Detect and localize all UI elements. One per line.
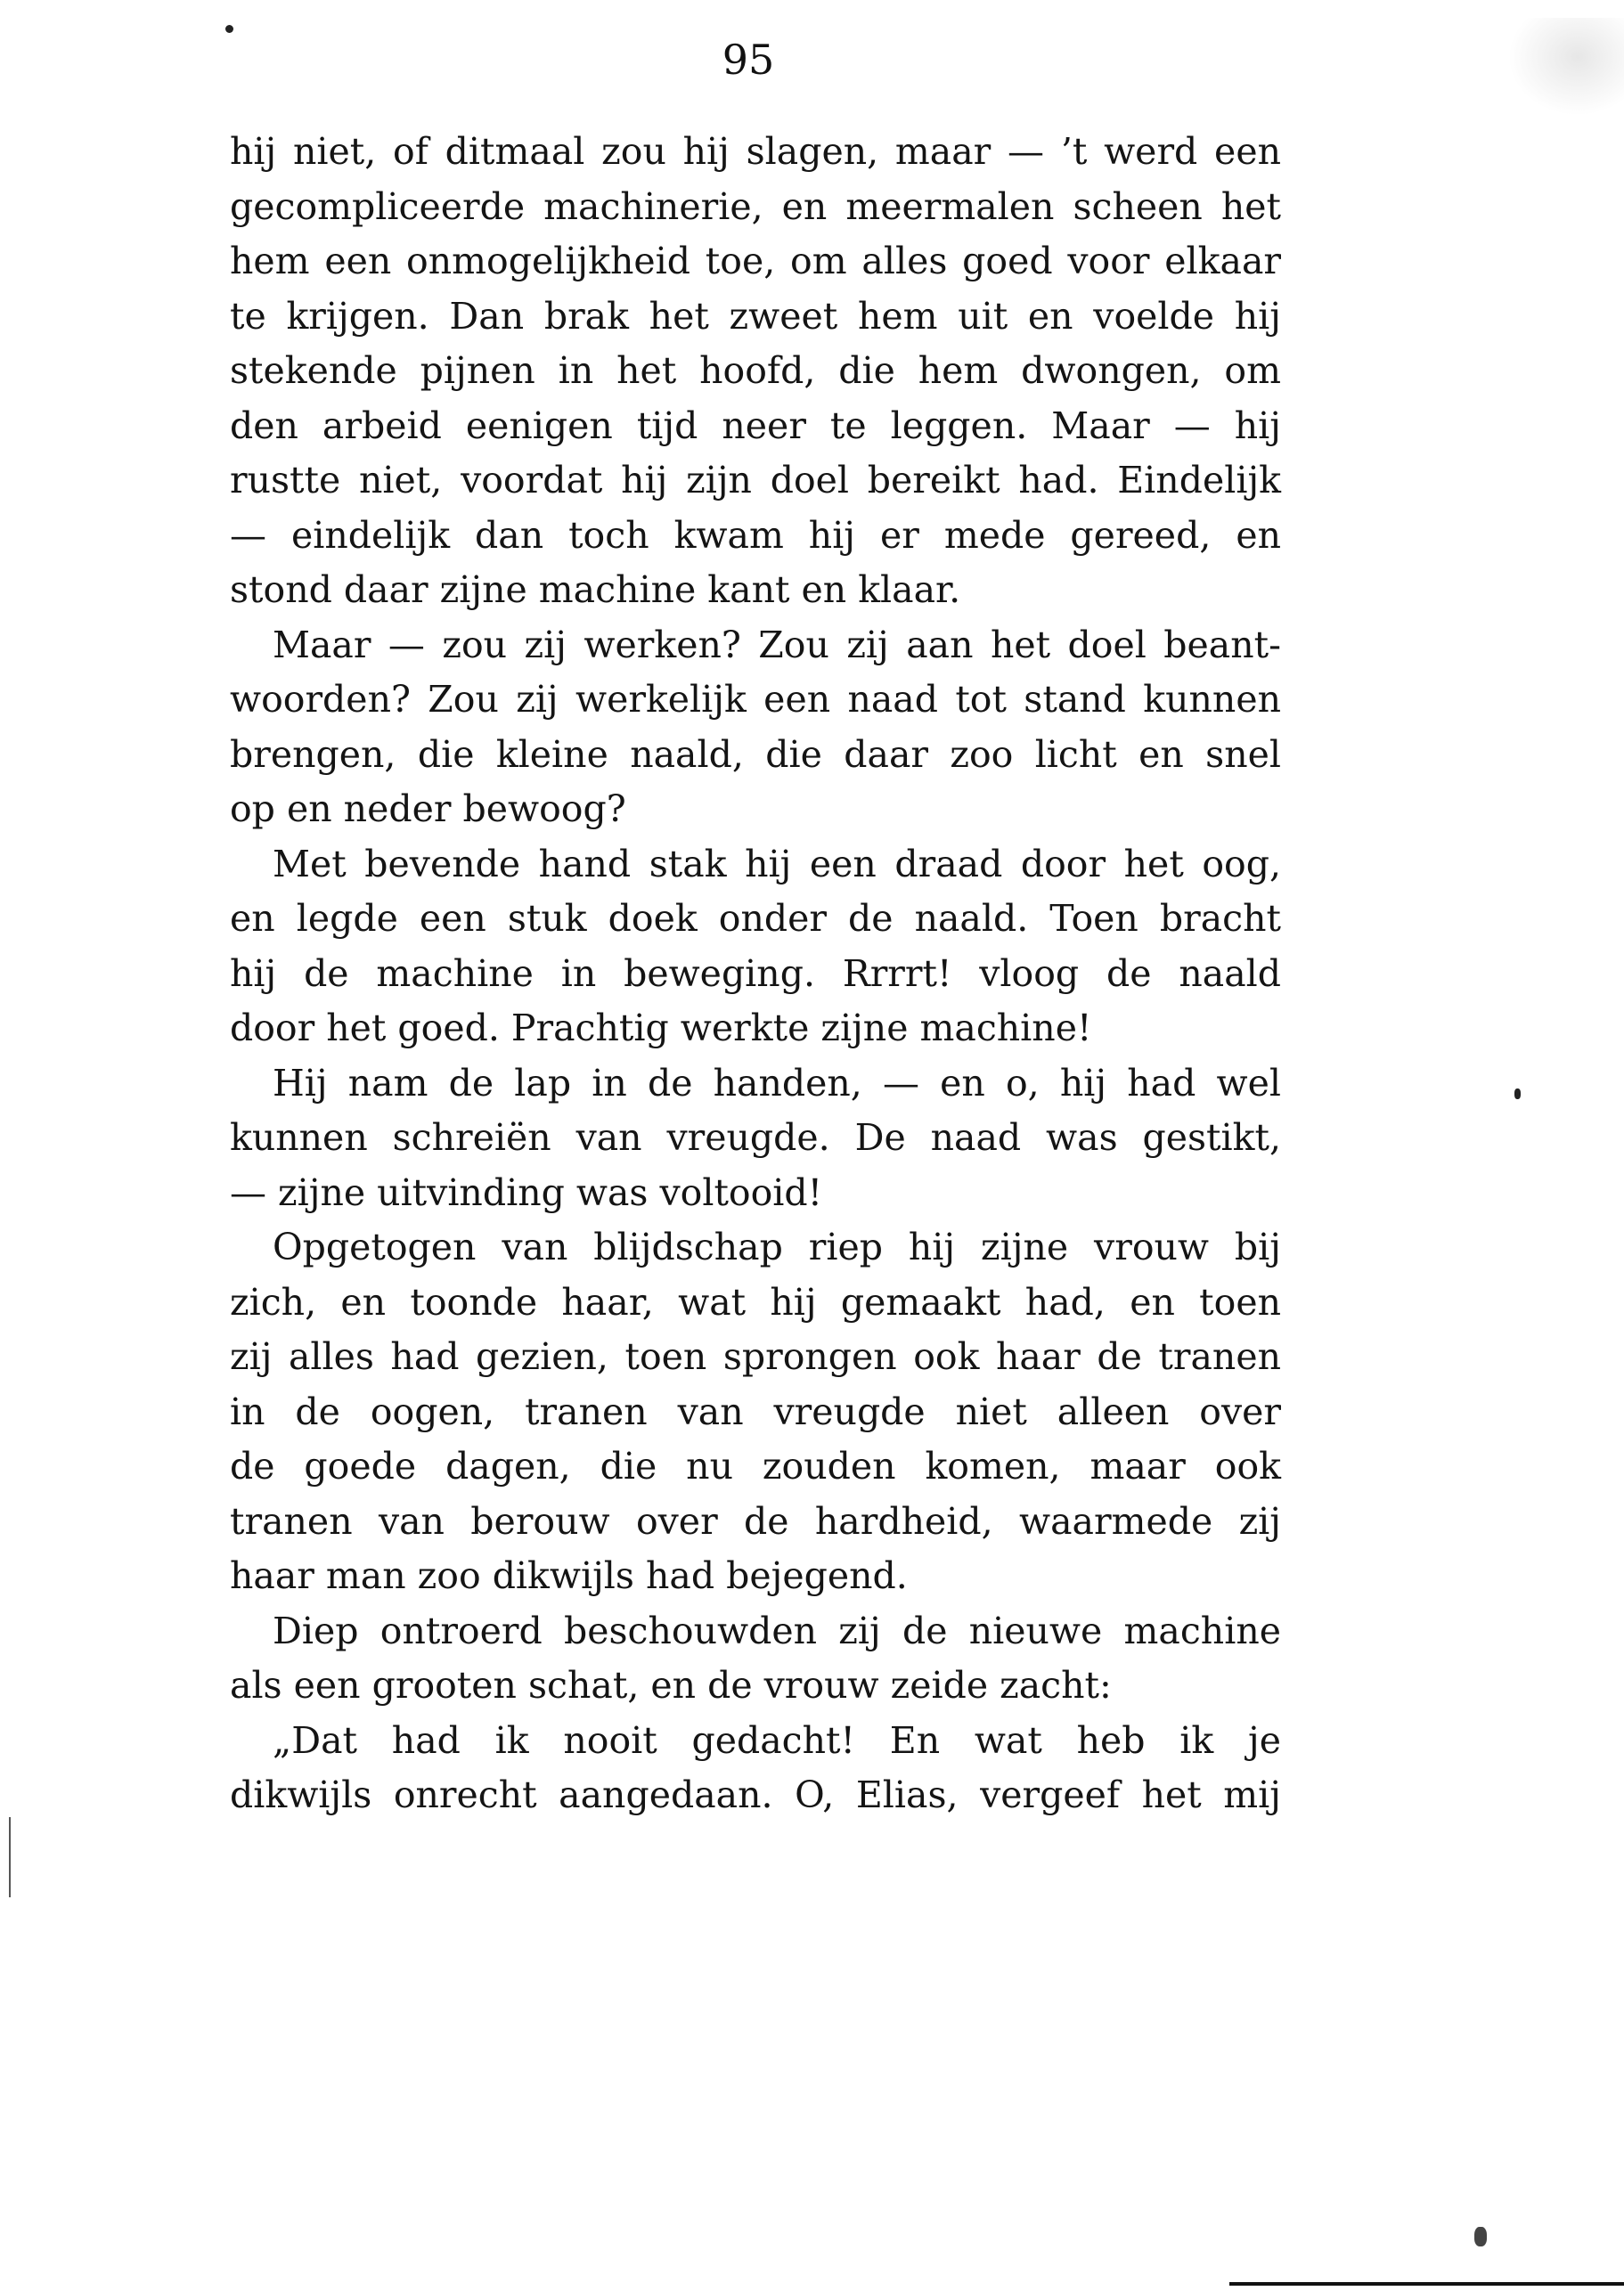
- text-line: Diep ontroerd beschouwden zij de nieuwe machine: [273, 1609, 1281, 1652]
- text-line: Met bevende hand stak hij een draad door het oog,: [273, 842, 1281, 885]
- text-line: zij alles had gezien, toen sprongen ook haar de tranen: [230, 1335, 1281, 1378]
- text-line: hij de machine in beweging. Rrrrt! vloog de naald: [230, 951, 1281, 995]
- text-line: stond daar zijne machine kant en klaar.: [230, 568, 961, 611]
- text-line: en legde een stuk doek onder de naald. Toen bracht: [230, 897, 1281, 940]
- text-line: Opgetogen van blijdschap riep hij zijne vrouw bij: [273, 1226, 1281, 1268]
- ink-speck: [9, 1817, 11, 1897]
- body-text: [230, 125, 1281, 1823]
- ink-speck: [225, 25, 233, 33]
- scan-noise: [1508, 18, 1624, 116]
- text-line: tranen van berouw over de hardheid, waarmede zij: [230, 1499, 1281, 1543]
- text-line: zich, en toonde haar, wat hij gemaakt had, en toen: [230, 1280, 1281, 1324]
- text-line: brengen, die kleine naald, die daar zoo licht en snel: [230, 732, 1281, 776]
- text-line: Maar — zou zij werken? Zou zij aan het doel beant-: [273, 623, 1281, 666]
- text-line: stekende pijnen in het hoofd, die hem dwongen, om: [230, 349, 1281, 392]
- text-line: gecompliceerde machinerie, en meermalen scheen het: [230, 184, 1281, 228]
- text-line: dikwijls onrecht aangedaan. O, Elias, vergeef het mij: [230, 1773, 1281, 1816]
- text-line: woorden? Zou zij werkelijk een naad tot stand kunnen: [230, 678, 1281, 721]
- text-line: rustte niet, voordat hij zijn doel bereikt had. Eindelijk: [230, 459, 1281, 501]
- text-line: Hij nam de lap in de handen, — en o, hij had wel: [273, 1061, 1281, 1105]
- ink-speck: [1514, 1088, 1521, 1099]
- text-line: „Dat had ik nooit gedacht! En wat heb ik je: [273, 1718, 1281, 1762]
- ink-speck: [1474, 2227, 1487, 2246]
- bottom-edge-rule: [1229, 2282, 1624, 2286]
- text-line: den arbeid eenigen tijd neer te leggen. Maar — hij: [230, 404, 1281, 447]
- text-line: te krijgen. Dan brak het zweet hem uit en voelde hij: [230, 294, 1281, 338]
- page-number: 95: [722, 36, 775, 84]
- text-line: haar man zoo dikwijls had bejegend.: [230, 1554, 908, 1597]
- text-line: — zijne uitvinding was voltooid!: [230, 1170, 823, 1214]
- text-line: kunnen schreiën van vreugde. De naad was gestikt,: [230, 1116, 1281, 1159]
- text-line: door het goed. Prachtig werkte zijne machine!: [230, 1007, 1092, 1049]
- text-line: hem een onmogelijkheid toe, om alles goed voor elkaar: [230, 240, 1281, 282]
- text-line: hij niet, of ditmaal zou hij slagen, maar — ’t werd een: [230, 130, 1281, 173]
- text-line: als een grooten schat, en de vrouw zeide zacht:: [230, 1664, 1112, 1707]
- text-line: in de oogen, tranen van vreugde niet alleen over: [230, 1390, 1281, 1433]
- text-line: op en neder bewoog?: [230, 787, 626, 830]
- text-line: de goede dagen, die nu zouden komen, maar ook: [230, 1445, 1281, 1488]
- text-line: — eindelijk dan toch kwam hij er mede gereed, en: [230, 513, 1281, 557]
